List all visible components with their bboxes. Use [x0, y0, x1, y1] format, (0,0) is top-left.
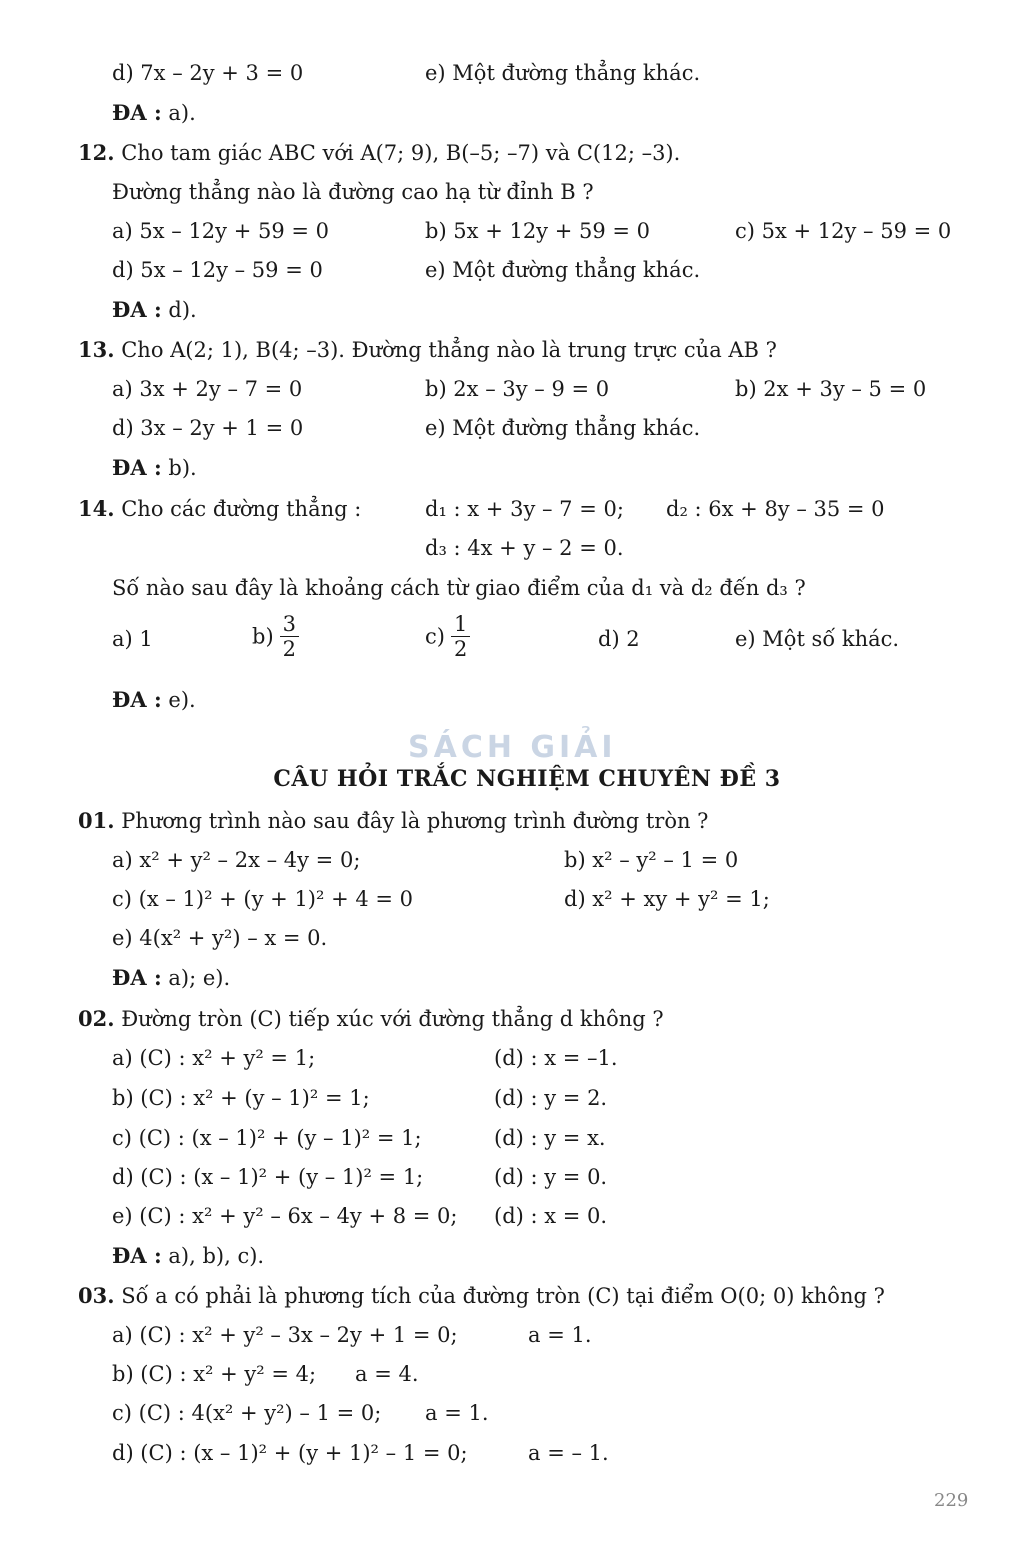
question-text: Số a có phải là phương tích của đường tròn (C) tại điểm O(0; 0) không ? [121, 1284, 885, 1308]
c02-option-a-line: (d) : x = –1. [494, 1046, 618, 1070]
c01-stem [78, 808, 708, 834]
c02-option-c-line: (d) : y = x. [494, 1126, 606, 1150]
q14-option-a: a) 1 [112, 627, 153, 651]
q13-option-a: a) 3x + 2y – 7 = 0 [112, 377, 303, 401]
fraction [451, 612, 470, 661]
answer-value: d). [168, 298, 197, 322]
c03-option-d-value: a = – 1. [528, 1441, 609, 1465]
q14-option-e: e) Một số khác. [735, 627, 900, 651]
answer-value: a). [168, 101, 196, 125]
numerator: 3 [280, 612, 299, 637]
answer-label: ĐA : [112, 1243, 162, 1268]
answer-label: ĐA : [112, 455, 162, 480]
answer-label: ĐA : [112, 297, 162, 322]
answer-value: e). [168, 688, 196, 712]
question-text: Cho tam giác ABC với A(7; 9), B(–5; –7) và C(12; –3). [121, 141, 681, 165]
c03-option-b-value: a = 4. [355, 1362, 419, 1386]
c02-option-a-circle: a) (C) : x² + y² = 1; [112, 1046, 316, 1070]
question-number: 12. [78, 140, 115, 165]
c02-option-d-line: (d) : y = 0. [494, 1165, 608, 1189]
q12-option-c: c) 5x + 12y – 59 = 0 [735, 219, 952, 243]
q11-option-e: e) Một đường thẳng khác. [425, 61, 701, 85]
c03-option-a-value: a = 1. [528, 1323, 592, 1347]
c02-option-e-line: (d) : x = 0. [494, 1204, 608, 1228]
c02-option-b-line: (d) : y = 2. [494, 1086, 608, 1110]
answer-label: ĐA : [112, 687, 162, 712]
c03-option-c-circle: c) (C) : 4(x² + y²) – 1 = 0; [112, 1401, 382, 1425]
page-number: 229 [934, 1490, 969, 1511]
q12-stem [78, 140, 680, 166]
question-text: Cho các đường thẳng : [121, 497, 362, 521]
answer-value: a); e). [168, 966, 231, 990]
fraction [280, 612, 299, 661]
q14-line-d2: d₂ : 6x + 8y – 35 = 0 [666, 497, 885, 521]
denominator: 2 [282, 637, 297, 661]
question-number: 13. [78, 337, 115, 362]
question-number: 02. [78, 1006, 115, 1031]
c02-option-e-circle: e) (C) : x² + y² – 6x – 4y + 8 = 0; [112, 1204, 458, 1228]
q13-option-c: b) 2x + 3y – 5 = 0 [735, 377, 927, 401]
c02-stem [78, 1006, 664, 1032]
q13-option-d: d) 3x – 2y + 1 = 0 [112, 416, 304, 440]
answer-value: a), b), c). [168, 1244, 265, 1268]
c03-stem [78, 1283, 885, 1309]
c02-option-d-circle: d) (C) : (x – 1)² + (y – 1)² = 1; [112, 1165, 424, 1189]
answer-label: ĐA : [112, 100, 162, 125]
c01-option-a: a) x² + y² – 2x – 4y = 0; [112, 848, 361, 872]
q12-option-d: d) 5x – 12y – 59 = 0 [112, 258, 323, 282]
c03-option-b-circle: b) (C) : x² + y² = 4; [112, 1362, 317, 1386]
q12-option-e: e) Một đường thẳng khác. [425, 258, 701, 282]
section-title: CÂU HỎI TRẮC NGHIỆM CHUYÊN ĐỀ 3 [273, 766, 781, 792]
q14-stem [78, 496, 361, 522]
q14-answer [112, 687, 196, 713]
answer-label: ĐA : [112, 965, 162, 990]
option-label: b) [252, 624, 274, 649]
q12-stem-line2: Đường thẳng nào là đường cao hạ từ đỉnh B ? [112, 180, 594, 204]
q14-line-d1: d₁ : x + 3y – 7 = 0; [425, 497, 624, 521]
q14-option-b [252, 612, 299, 661]
c01-option-b: b) x² – y² – 1 = 0 [564, 848, 739, 872]
c03-option-c-value: a = 1. [425, 1401, 489, 1425]
q12-option-b: b) 5x + 12y + 59 = 0 [425, 219, 651, 243]
q13-option-e: e) Một đường thẳng khác. [425, 416, 701, 440]
c03-option-d-circle: d) (C) : (x – 1)² + (y + 1)² – 1 = 0; [112, 1441, 468, 1465]
question-number: 14. [78, 496, 115, 521]
c01-option-c: c) (x – 1)² + (y + 1)² + 4 = 0 [112, 887, 414, 911]
denominator: 2 [453, 637, 468, 661]
c01-option-e: e) 4(x² + y²) – x = 0. [112, 926, 328, 950]
q14-stem-line2: Số nào sau đây là khoảng cách từ giao điểm của d₁ và d₂ đến d₃ ? [112, 576, 806, 600]
q12-option-a: a) 5x – 12y + 59 = 0 [112, 219, 330, 243]
question-text: Đường tròn (C) tiếp xúc với đường thẳng d không ? [121, 1007, 664, 1031]
c03-option-a-circle: a) (C) : x² + y² – 3x – 2y + 1 = 0; [112, 1323, 458, 1347]
q11-option-d: d) 7x – 2y + 3 = 0 [112, 61, 304, 85]
option-label: c) [425, 624, 445, 649]
c01-answer [112, 965, 230, 991]
question-text: Cho A(2; 1), B(4; –3). Đường thẳng nào là trung trực của AB ? [121, 338, 777, 362]
q14-option-d: d) 2 [598, 627, 640, 651]
c02-option-c-circle: c) (C) : (x – 1)² + (y – 1)² = 1; [112, 1126, 422, 1150]
q14-line-d3: d₃ : 4x + y – 2 = 0. [425, 536, 624, 560]
q13-answer [112, 455, 197, 481]
question-text: Phương trình nào sau đây là phương trình đường tròn ? [121, 809, 709, 833]
q11-answer [112, 100, 196, 126]
q13-option-b: b) 2x – 3y – 9 = 0 [425, 377, 610, 401]
c02-option-b-circle: b) (C) : x² + (y – 1)² = 1; [112, 1086, 370, 1110]
numerator: 1 [451, 612, 470, 637]
question-number: 01. [78, 808, 115, 833]
q12-answer [112, 297, 197, 323]
watermark-logo: SÁCH GIẢI [408, 730, 617, 765]
c01-option-d: d) x² + xy + y² = 1; [564, 887, 770, 911]
c02-answer [112, 1243, 264, 1269]
q13-stem [78, 337, 777, 363]
q14-option-c [425, 612, 470, 661]
question-number: 03. [78, 1283, 115, 1308]
answer-value: b). [168, 456, 197, 480]
